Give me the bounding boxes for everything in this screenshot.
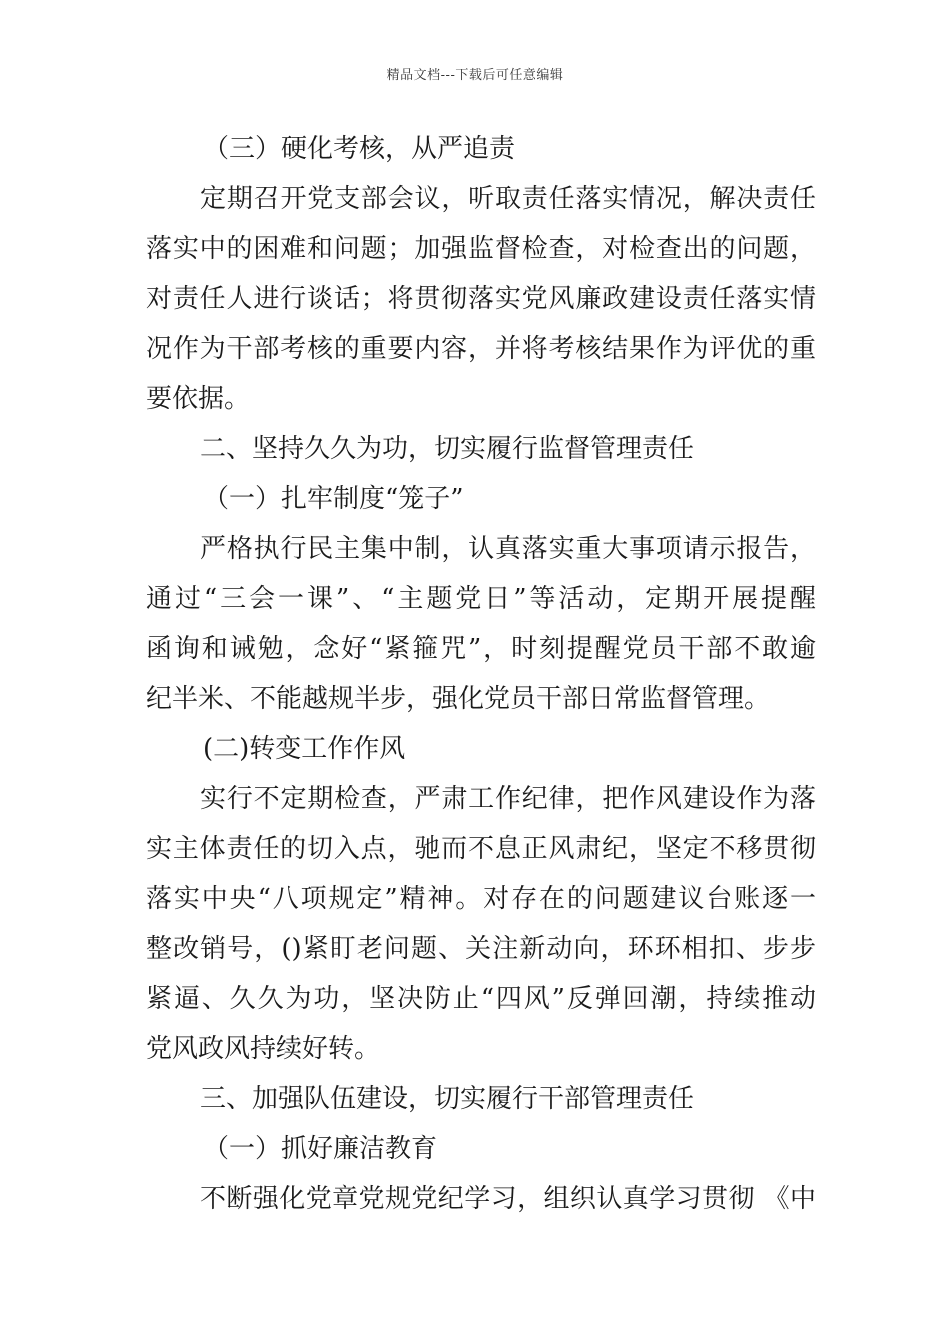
paragraph-line: 况作为干部考核的重要内容，并将考核结果作为评优的重	[146, 334, 816, 364]
paragraph-line: 通过“三会一课”、“主题党日”等活动，定期开展提醒	[146, 584, 816, 614]
paragraph-line: 实主体责任的切入点，驰而不息正风肃纪，坚定不移贯彻	[146, 834, 816, 864]
document-body	[146, 124, 816, 1224]
section-heading: （一）扎牢制度“笼子”	[203, 484, 464, 514]
paragraph-line: 落实中央“八项规定”精神。对存在的问题建议台账逐一	[146, 884, 816, 914]
paragraph-line: 对责任人进行谈话；将贯彻落实党风廉政建设责任落实情	[146, 284, 816, 314]
paragraph-line: 不断强化党章党规党纪学习，组织认真学习贯彻 《中	[200, 1184, 816, 1214]
paragraph-line: 严格执行民主集中制，认真落实重大事项请示报告，	[200, 534, 816, 564]
paragraph-line: 要依据。	[146, 384, 251, 414]
section-heading: (二)转变工作作风	[203, 734, 406, 764]
section-heading: （三）硬化考核，从严追责	[203, 134, 516, 164]
paragraph-line: 党风政风持续好转。	[146, 1034, 381, 1064]
section-heading: （一）抓好廉洁教育	[203, 1134, 438, 1164]
paragraph-line: 函询和诫勉，念好“紧箍咒”，时刻提醒党员干部不敢逾	[146, 634, 816, 664]
paragraph-line: 落实中的困难和问题；加强监督检查，对检查出的问题，	[146, 234, 816, 264]
chapter-heading: 三、加强队伍建设，切实履行干部管理责任	[200, 1084, 695, 1114]
page-header: 精品文档---下载后可任意编辑	[386, 68, 564, 83]
paragraph-line: 实行不定期检查，严肃工作纪律，把作风建设作为落	[200, 784, 816, 814]
paragraph-line: 紧逼、久久为功，坚决防止“四风”反弹回潮，持续推动	[146, 984, 816, 1014]
paragraph-line: 整改销号，()紧盯老问题、关注新动向，环环相扣、步步	[146, 934, 816, 964]
chapter-heading: 二、坚持久久为功，切实履行监督管理责任	[200, 434, 695, 464]
paragraph-line: 纪半米、不能越规半步，强化党员干部日常监督管理。	[146, 684, 771, 714]
paragraph-line: 定期召开党支部会议，听取责任落实情况，解决责任	[200, 184, 816, 214]
